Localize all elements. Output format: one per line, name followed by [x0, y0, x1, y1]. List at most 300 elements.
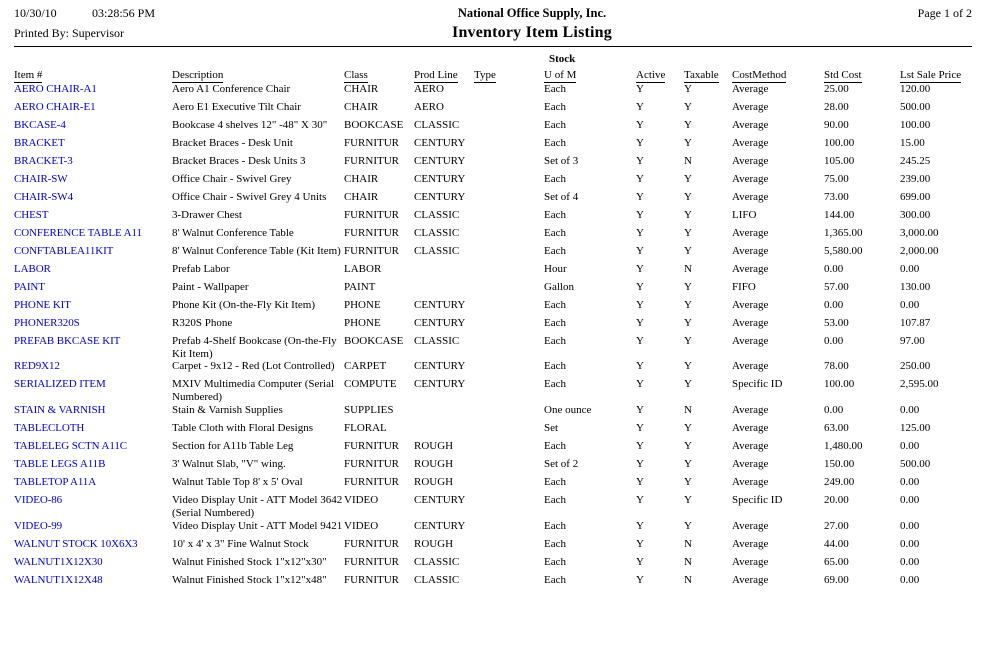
- uom-cell: One ounce: [544, 404, 592, 417]
- item-cell: PHONE KIT: [14, 298, 71, 311]
- prod-line-cell: CLASSIC: [414, 244, 460, 257]
- table-row[interactable]: [14, 101, 970, 119]
- type-cell: [474, 556, 544, 574]
- active-cell: Y: [636, 494, 644, 507]
- taxable-cell: Y: [684, 520, 692, 533]
- class-cell: FURNITUR: [344, 154, 400, 167]
- std-cost-cell: 44.00: [824, 538, 849, 551]
- active-cell: Y: [636, 538, 644, 551]
- type-cell: [474, 440, 544, 458]
- uom-cell: Each: [544, 574, 566, 587]
- type-cell: [474, 101, 544, 119]
- description-cell: Stain & Varnish Supplies: [172, 404, 283, 417]
- description-cell: Walnut Finished Stock 1"x12"x48": [172, 574, 327, 587]
- class-cell: PHONE: [344, 298, 381, 311]
- std-cost-cell: 90.00: [824, 118, 849, 131]
- taxable-cell: Y: [684, 100, 692, 113]
- item-cell: AERO CHAIR-A1: [14, 82, 97, 95]
- prod-line-cell: [414, 263, 474, 281]
- item-cell: PREFAB BKCASE KIT: [14, 334, 121, 347]
- last-sale-price-cell: 107.87: [900, 316, 931, 329]
- uom-cell: Each: [544, 334, 566, 347]
- std-cost-cell: 0.00: [824, 262, 844, 275]
- item-cell: BRACKET: [14, 136, 65, 149]
- prod-line-cell: [414, 422, 474, 440]
- active-cell: Y: [636, 298, 644, 311]
- active-cell: Y: [636, 440, 644, 453]
- table-row[interactable]: [14, 520, 970, 538]
- description-cell: Section for A11b Table Leg: [172, 440, 294, 453]
- class-cell: FURNITUR: [344, 226, 400, 239]
- active-cell: Y: [636, 360, 644, 373]
- uom-cell: Each: [544, 316, 566, 329]
- taxable-cell: Y: [684, 190, 692, 203]
- std-cost-cell: 1,480.00: [824, 440, 863, 453]
- last-sale-price-cell: 2,595.00: [900, 378, 939, 391]
- item-cell: LABOR: [14, 262, 51, 275]
- class-cell: CHAIR: [344, 172, 379, 185]
- uom-cell: Each: [544, 440, 566, 453]
- uom-cell: Each: [544, 538, 566, 551]
- last-sale-price-cell: 245.25: [900, 154, 931, 167]
- type-cell: [474, 209, 544, 227]
- taxable-cell: Y: [684, 208, 692, 221]
- company-name: National Office Supply, Inc.: [457, 6, 607, 20]
- active-cell: Y: [636, 404, 644, 417]
- std-cost-cell: 53.00: [824, 316, 849, 329]
- class-cell: CHAIR: [344, 100, 379, 113]
- table-row[interactable]: [14, 538, 970, 556]
- col-header-item-label: Item #: [14, 69, 43, 81]
- type-cell: [474, 317, 544, 335]
- col-header-type: [474, 69, 544, 83]
- stock-group-label: Stock: [549, 53, 576, 65]
- description-cell: 8' Walnut Conference Table: [172, 226, 294, 239]
- class-cell: VIDEO: [344, 520, 379, 533]
- prod-line-cell: CENTURY: [414, 494, 466, 507]
- page-number: Page 1 of 2: [917, 6, 972, 20]
- table-row[interactable]: [14, 574, 970, 592]
- class-cell: CHAIR: [344, 82, 379, 95]
- uom-cell: Each: [544, 476, 566, 489]
- col-header-cost-method-label: CostMethod: [732, 69, 787, 81]
- printed-by: Printed By: Supervisor: [14, 26, 124, 40]
- std-cost-cell: 144.00: [824, 208, 855, 221]
- col-header-cost-method: [732, 69, 824, 83]
- cost-method-cell: Average: [732, 298, 769, 311]
- cost-method-cell: Average: [732, 458, 769, 471]
- cost-method-cell: Average: [732, 172, 769, 185]
- taxable-cell: N: [684, 154, 692, 167]
- type-cell: [474, 335, 544, 361]
- active-cell: Y: [636, 136, 644, 149]
- cost-method-cell: Average: [732, 556, 769, 569]
- table-row[interactable]: [14, 335, 970, 361]
- item-cell: VIDEO-86: [14, 494, 63, 507]
- taxable-cell: Y: [684, 458, 692, 471]
- taxable-cell: Y: [684, 316, 692, 329]
- cost-method-cell: Average: [732, 422, 769, 435]
- taxable-cell: Y: [684, 334, 692, 347]
- type-cell: [474, 83, 544, 101]
- type-cell: [474, 191, 544, 209]
- uom-cell: Each: [544, 556, 566, 569]
- type-cell: [474, 574, 544, 592]
- taxable-cell: N: [684, 556, 692, 569]
- description-cell: Prefab Labor: [172, 262, 230, 275]
- description-cell: Walnut Table Top 8' x 5' Oval: [172, 476, 303, 489]
- last-sale-price-cell: 100.00: [900, 118, 931, 131]
- class-cell: FURNITUR: [344, 556, 400, 569]
- type-cell: [474, 520, 544, 538]
- table-row[interactable]: [14, 378, 970, 404]
- table-row[interactable]: [14, 476, 970, 494]
- table-row[interactable]: [14, 317, 970, 335]
- table-row[interactable]: [14, 209, 970, 227]
- cost-method-cell: FIFO: [732, 280, 756, 293]
- col-header-description: [172, 69, 344, 83]
- active-cell: Y: [636, 316, 644, 329]
- last-sale-price-cell: 0.00: [900, 262, 920, 275]
- uom-cell: Each: [544, 136, 566, 149]
- type-cell: [474, 173, 544, 191]
- prod-line-cell: CLASSIC: [414, 556, 460, 569]
- taxable-cell: Y: [684, 298, 692, 311]
- type-cell: [474, 494, 544, 520]
- col-header-prod-line-label: Prod Line: [414, 69, 458, 81]
- active-cell: Y: [636, 422, 644, 435]
- last-sale-price-cell: 0.00: [900, 298, 920, 311]
- uom-cell: Each: [544, 118, 566, 131]
- taxable-cell: N: [684, 574, 692, 587]
- prod-line-cell: CENTURY: [414, 520, 466, 533]
- description-cell: Aero A1 Conference Chair: [172, 82, 291, 95]
- uom-cell: Each: [544, 494, 566, 507]
- last-sale-price-cell: 500.00: [900, 100, 931, 113]
- taxable-cell: Y: [684, 280, 692, 293]
- col-header-class-label: Class: [344, 69, 368, 81]
- prod-line-cell: CENTURY: [414, 136, 466, 149]
- class-cell: PAINT: [344, 280, 376, 293]
- cost-method-cell: Average: [732, 100, 769, 113]
- std-cost-cell: 69.00: [824, 574, 849, 587]
- std-cost-cell: 100.00: [824, 378, 855, 391]
- last-sale-price-cell: 239.00: [900, 172, 931, 185]
- std-cost-cell: 249.00: [824, 476, 855, 489]
- taxable-cell: N: [684, 262, 692, 275]
- table-row[interactable]: [14, 263, 970, 281]
- table-row[interactable]: [14, 458, 970, 476]
- std-cost-cell: 73.00: [824, 190, 849, 203]
- uom-cell: Each: [544, 298, 566, 311]
- taxable-cell: Y: [684, 360, 692, 373]
- uom-cell: Each: [544, 378, 566, 391]
- item-cell: CHAIR-SW: [14, 172, 68, 185]
- class-cell: SUPPLIES: [344, 404, 394, 417]
- type-cell: [474, 281, 544, 299]
- type-cell: [474, 538, 544, 556]
- col-header-class: [344, 69, 414, 83]
- item-cell: TABLE LEGS A11B: [14, 458, 106, 471]
- table-row[interactable]: [14, 556, 970, 574]
- type-cell: [474, 422, 544, 440]
- prod-line-cell: CENTURY: [414, 378, 466, 391]
- col-header-uom: [544, 69, 636, 83]
- taxable-cell: Y: [684, 136, 692, 149]
- type-cell: [474, 263, 544, 281]
- class-cell: CHAIR: [344, 190, 379, 203]
- col-header-taxable-label: Taxable: [684, 69, 719, 81]
- description-cell: Carpet - 9x12 - Red (Lot Controlled): [172, 360, 335, 373]
- description-cell: Aero E1 Executive Tilt Chair: [172, 100, 301, 113]
- type-cell: [474, 155, 544, 173]
- cost-method-cell: Average: [732, 118, 769, 131]
- cost-method-cell: Average: [732, 440, 769, 453]
- table-row[interactable]: [14, 299, 970, 317]
- prod-line-cell: CENTURY: [414, 316, 466, 329]
- table-row[interactable]: [14, 422, 970, 440]
- description-cell: R320S Phone: [172, 316, 233, 329]
- inventory-table: [14, 69, 970, 592]
- col-header-std-cost: [824, 69, 900, 83]
- taxable-cell: Y: [684, 172, 692, 185]
- class-cell: FURNITUR: [344, 458, 400, 471]
- std-cost-cell: 1,365.00: [824, 226, 863, 239]
- active-cell: Y: [636, 334, 644, 347]
- active-cell: Y: [636, 226, 644, 239]
- taxable-cell: Y: [684, 422, 692, 435]
- last-sale-price-cell: 130.00: [900, 280, 931, 293]
- description-cell: MXIV Multimedia Computer (Serial Numbered): [172, 378, 335, 404]
- taxable-cell: N: [684, 404, 692, 417]
- report-date: 10/30/10: [14, 6, 57, 20]
- item-cell: AERO CHAIR-E1: [14, 100, 96, 113]
- type-cell: [474, 360, 544, 378]
- taxable-cell: Y: [684, 226, 692, 239]
- table-row[interactable]: [14, 440, 970, 458]
- std-cost-cell: 5,580.00: [824, 244, 863, 257]
- last-sale-price-cell: 250.00: [900, 360, 931, 373]
- last-sale-price-cell: 2,000.00: [900, 244, 939, 257]
- description-cell: 10' x 4' x 3" Fine Walnut Stock: [172, 538, 309, 551]
- prod-line-cell: AERO: [414, 100, 444, 113]
- col-header-last-sale-price: [900, 69, 970, 83]
- description-cell: Bookcase 4 shelves 12" -48" X 30": [172, 118, 328, 131]
- last-sale-price-cell: 0.00: [900, 556, 920, 569]
- table-row[interactable]: [14, 137, 970, 155]
- item-cell: SERIALIZED ITEM: [14, 378, 106, 391]
- cost-method-cell: Average: [732, 360, 769, 373]
- last-sale-price-cell: 125.00: [900, 422, 931, 435]
- type-cell: [474, 378, 544, 404]
- std-cost-cell: 100.00: [824, 136, 855, 149]
- prod-line-cell: ROUGH: [414, 458, 454, 471]
- active-cell: Y: [636, 244, 644, 257]
- std-cost-cell: 105.00: [824, 154, 855, 167]
- taxable-cell: Y: [684, 118, 692, 131]
- item-cell: CHAIR-SW4: [14, 190, 73, 203]
- std-cost-cell: 27.00: [824, 520, 849, 533]
- last-sale-price-cell: 0.00: [900, 574, 920, 587]
- cost-method-cell: Average: [732, 190, 769, 203]
- cost-method-cell: Average: [732, 316, 769, 329]
- uom-cell: Each: [544, 208, 566, 221]
- uom-cell: Each: [544, 360, 566, 373]
- cost-method-cell: Average: [732, 226, 769, 239]
- class-cell: CARPET: [344, 360, 387, 373]
- taxable-cell: Y: [684, 440, 692, 453]
- cost-method-cell: Average: [732, 404, 769, 417]
- taxable-cell: Y: [684, 244, 692, 257]
- type-cell: [474, 476, 544, 494]
- item-cell: TABLECLOTH: [14, 422, 85, 435]
- item-cell: RED9X12: [14, 360, 60, 373]
- last-sale-price-cell: 300.00: [900, 208, 931, 221]
- active-cell: Y: [636, 520, 644, 533]
- std-cost-cell: 78.00: [824, 360, 849, 373]
- class-cell: BOOKCASE: [344, 334, 404, 347]
- std-cost-cell: 0.00: [824, 298, 844, 311]
- last-sale-price-cell: 699.00: [900, 190, 931, 203]
- item-cell: STAIN & VARNISH: [14, 404, 106, 417]
- report-time: 03:28:56 PM: [92, 6, 156, 20]
- cost-method-cell: Average: [732, 262, 769, 275]
- table-row[interactable]: [14, 83, 970, 101]
- active-cell: Y: [636, 190, 644, 203]
- table-row[interactable]: [14, 191, 970, 209]
- class-cell: FURNITUR: [344, 476, 400, 489]
- report-header-top: [14, 6, 972, 21]
- cost-method-cell: Average: [732, 476, 769, 489]
- prod-line-cell: ROUGH: [414, 440, 454, 453]
- prod-line-cell: ROUGH: [414, 476, 454, 489]
- header-divider: [14, 46, 972, 47]
- class-cell: PHONE: [344, 316, 381, 329]
- table-row[interactable]: [14, 119, 970, 137]
- class-cell: BOOKCASE: [344, 118, 404, 131]
- class-cell: FURNITUR: [344, 538, 400, 551]
- description-cell: Bracket Braces - Desk Unit: [172, 136, 293, 149]
- taxable-cell: Y: [684, 378, 692, 391]
- table-row[interactable]: [14, 173, 970, 191]
- cost-method-cell: Average: [732, 334, 769, 347]
- col-header-uom-label: U of M: [544, 69, 577, 81]
- report-header-second: [14, 24, 972, 42]
- class-cell: COMPUTE: [344, 378, 397, 391]
- prod-line-cell: CLASSIC: [414, 208, 460, 221]
- col-header-last-sale-price-label: Lst Sale Price: [900, 69, 962, 81]
- table-row[interactable]: [14, 227, 970, 245]
- class-cell: FURNITUR: [344, 208, 400, 221]
- table-row[interactable]: [14, 245, 970, 263]
- description-cell: 3-Drawer Chest: [172, 208, 242, 221]
- std-cost-cell: 0.00: [824, 334, 844, 347]
- last-sale-price-cell: 97.00: [900, 334, 925, 347]
- last-sale-price-cell: 0.00: [900, 404, 920, 417]
- item-cell: PAINT: [14, 280, 45, 293]
- type-cell: [474, 299, 544, 317]
- col-header-description-label: Description: [172, 69, 224, 81]
- prod-line-cell: [414, 404, 474, 422]
- description-cell: Video Display Unit - ATT Model 3642 (Serial Numbered): [172, 494, 343, 520]
- item-cell: CONFTABLEA11KIT: [14, 244, 114, 257]
- last-sale-price-cell: 0.00: [900, 494, 920, 507]
- std-cost-cell: 0.00: [824, 404, 844, 417]
- last-sale-price-cell: 500.00: [900, 458, 931, 471]
- std-cost-cell: 28.00: [824, 100, 849, 113]
- active-cell: Y: [636, 100, 644, 113]
- taxable-cell: Y: [684, 494, 692, 507]
- table-row[interactable]: [14, 404, 970, 422]
- cost-method-cell: Average: [732, 520, 769, 533]
- cost-method-cell: Average: [732, 136, 769, 149]
- class-cell: FURNITUR: [344, 244, 400, 257]
- page-title: Inventory Item Listing: [452, 24, 612, 41]
- prod-line-cell: CENTURY: [414, 298, 466, 311]
- class-cell: FURNITUR: [344, 574, 400, 587]
- col-header-type-label: Type: [474, 69, 496, 81]
- table-row[interactable]: [14, 494, 970, 520]
- description-cell: Paint - Wallpaper: [172, 280, 249, 293]
- class-cell: LABOR: [344, 262, 382, 275]
- prod-line-cell: CLASSIC: [414, 334, 460, 347]
- active-cell: Y: [636, 458, 644, 471]
- uom-cell: Each: [544, 520, 566, 533]
- active-cell: Y: [636, 574, 644, 587]
- type-cell: [474, 137, 544, 155]
- active-cell: Y: [636, 556, 644, 569]
- table-row[interactable]: [14, 360, 970, 378]
- active-cell: Y: [636, 154, 644, 167]
- last-sale-price-cell: 120.00: [900, 82, 931, 95]
- cost-method-cell: Specific ID: [732, 494, 783, 507]
- cost-method-cell: LIFO: [732, 208, 757, 221]
- taxable-cell: Y: [684, 476, 692, 489]
- item-cell: WALNUT1X12X30: [14, 556, 103, 569]
- type-cell: [474, 458, 544, 476]
- item-cell: WALNUT1X12X48: [14, 574, 103, 587]
- description-cell: Phone Kit (On-the-Fly Kit Item): [172, 298, 315, 311]
- uom-cell: Set of 4: [544, 190, 579, 203]
- last-sale-price-cell: 15.00: [900, 136, 925, 149]
- std-cost-cell: 25.00: [824, 82, 849, 95]
- last-sale-price-cell: 0.00: [900, 538, 920, 551]
- last-sale-price-cell: 0.00: [900, 440, 920, 453]
- prod-line-cell: CENTURY: [414, 190, 466, 203]
- description-cell: Prefab 4-Shelf Bookcase (On-the-Fly Kit Item): [172, 334, 337, 360]
- item-cell: VIDEO-99: [14, 520, 63, 533]
- col-header-prod-line: [414, 69, 474, 83]
- prod-line-cell: CLASSIC: [414, 574, 460, 587]
- table-row[interactable]: [14, 281, 970, 299]
- description-cell: Video Display Unit - ATT Model 9421: [172, 520, 343, 533]
- col-header-item: [14, 69, 172, 83]
- uom-cell: Set of 2: [544, 458, 579, 471]
- prod-line-cell: CLASSIC: [414, 226, 460, 239]
- table-row[interactable]: [14, 155, 970, 173]
- std-cost-cell: 65.00: [824, 556, 849, 569]
- description-cell: Table Cloth with Floral Designs: [172, 422, 313, 435]
- class-cell: VIDEO: [344, 494, 379, 507]
- uom-cell: Each: [544, 226, 566, 239]
- last-sale-price-cell: 3,000.00: [900, 226, 939, 239]
- item-cell: TABLELEG SCTN A11C: [14, 440, 128, 453]
- std-cost-cell: 20.00: [824, 494, 849, 507]
- description-cell: Office Chair - Swivel Grey: [172, 172, 292, 185]
- item-cell: BRACKET-3: [14, 154, 73, 167]
- prod-line-cell: CENTURY: [414, 172, 466, 185]
- type-cell: [474, 404, 544, 422]
